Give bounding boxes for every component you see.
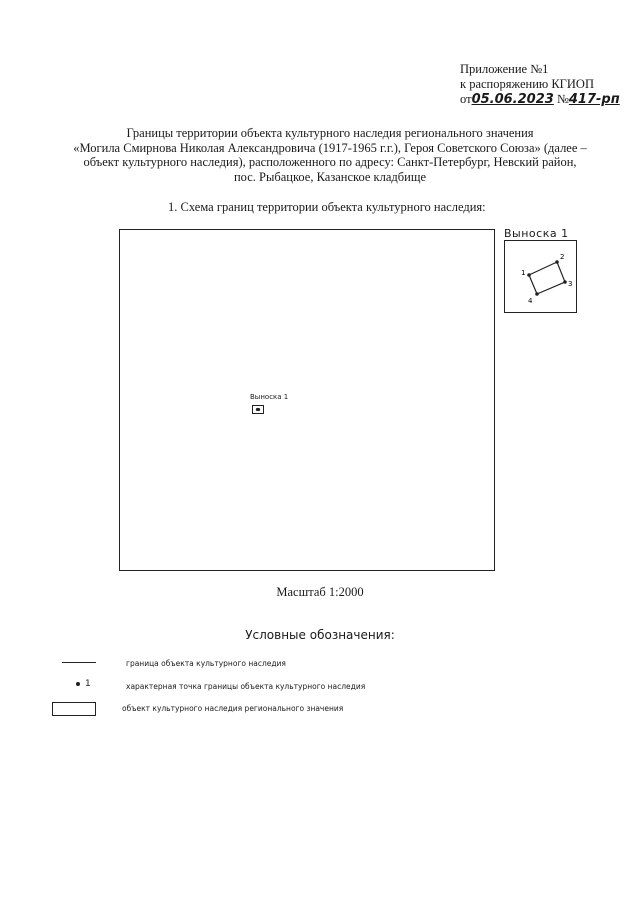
section-heading: 1. Схема границ территории объекта культурного наследия: — [168, 200, 486, 214]
appendix-number: 417-рп — [568, 92, 620, 107]
map-inset-label: Выноска 1 — [250, 393, 289, 401]
legend-object-symbol — [52, 702, 96, 716]
point-label-4: 4 — [528, 297, 533, 305]
legend-point-number: 1 — [85, 679, 91, 689]
boundary-point-2 — [555, 260, 559, 264]
appendix-title: Приложение №1 — [460, 62, 549, 76]
callout-boundary-diagram — [505, 241, 576, 312]
appendix-block — [460, 62, 620, 107]
appendix-date-line — [460, 92, 620, 107]
map-frame — [119, 229, 495, 571]
boundary-point-4 — [535, 292, 539, 296]
map-inset-marker — [252, 405, 264, 414]
appendix-ot: от — [460, 92, 472, 106]
boundary-point-1 — [527, 273, 531, 277]
legend-item-point: характерная точка границы объекта культурного наследия — [126, 682, 366, 691]
title-line-4: пос. Рыбацкое, Казанское кладбище — [233, 169, 427, 184]
title-line-1: Границы территории объекта культурного наследия регионального значения — [126, 126, 534, 140]
legend-item-object: объект культурного наследия регионального значения — [122, 704, 344, 713]
title-line-2: «Могила Смирнова Николая Александровича (1917-1965 г.г.), Героя Советского Союза» (далее – — [73, 140, 587, 155]
callout-box — [504, 240, 577, 313]
callout-title: Выноска 1 — [504, 227, 569, 240]
legend-point-symbol — [76, 682, 80, 686]
appendix-number-sign: № — [556, 92, 569, 106]
legend-title: Условные обозначения: — [245, 628, 395, 642]
point-label-3: 3 — [568, 280, 573, 288]
appendix-order-ref: к распоряжению КГИОП — [460, 77, 594, 91]
boundary-point-3 — [563, 280, 567, 284]
point-label-2: 2 — [560, 253, 565, 261]
map-scale: Масштаб 1:2000 — [276, 585, 364, 599]
legend-line-symbol — [62, 662, 96, 663]
legend-item-boundary: граница объекта культурного наследия — [126, 659, 286, 668]
appendix-date: 05.06.2023 — [471, 92, 554, 107]
object-marker-icon — [253, 406, 263, 413]
document-title — [40, 126, 620, 184]
boundary-polygon — [529, 262, 565, 294]
title-line-3: объект культурного наследия), расположенного по адресу: Санкт-Петербург, Невский район, — [83, 155, 577, 169]
point-label-1: 1 — [521, 269, 526, 277]
